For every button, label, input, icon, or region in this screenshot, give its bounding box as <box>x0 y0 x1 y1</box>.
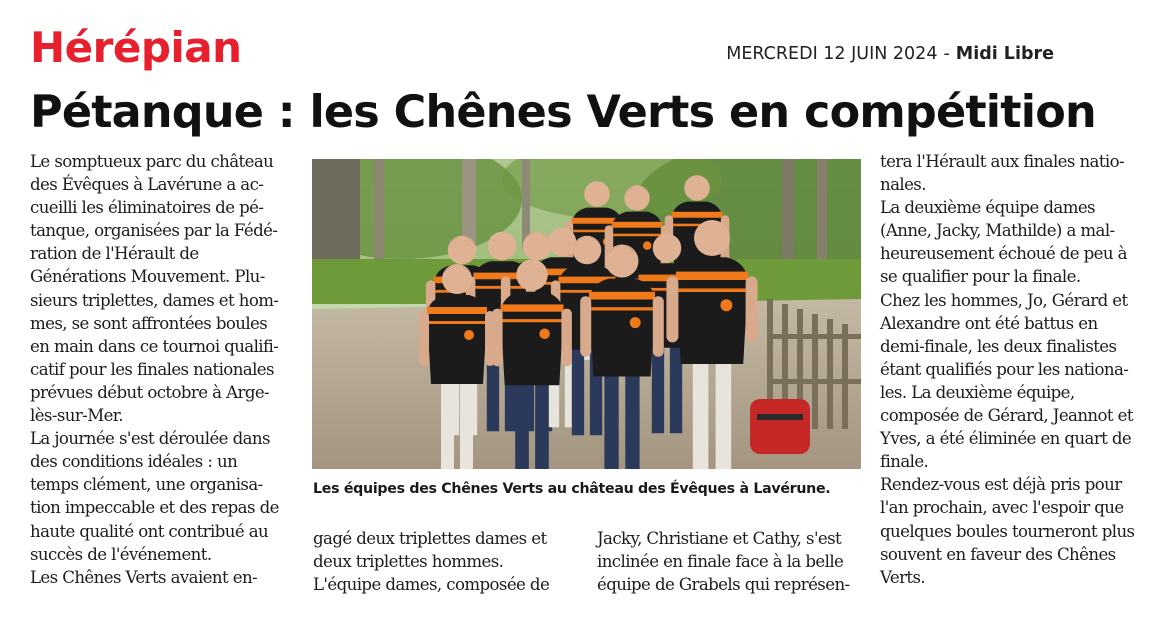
article-column-3 <box>597 527 859 596</box>
article-line: Verts. <box>880 567 926 587</box>
article-line: heureusement échoué de peu à <box>880 244 1127 264</box>
article-line: mes, se sont affrontées boules <box>30 313 268 333</box>
article-line: étant qualifiés pour les nationa- <box>880 359 1129 379</box>
article-line: sieurs triplettes, dames et hom- <box>30 290 279 310</box>
dateline <box>726 44 1054 64</box>
article-line: demi-finale, les deux finalistes <box>880 336 1117 356</box>
article-line: des Évêques à Lavérune a ac- <box>30 175 264 195</box>
article-line: deux triplettes hommes. <box>313 552 504 572</box>
newspaper-name: Midi Libre <box>955 44 1054 64</box>
article-line: Générations Mouvement. Plu- <box>30 267 265 287</box>
article-line: Les Chênes Verts avaient en- <box>30 567 258 587</box>
article-line: des conditions idéales : un <box>30 452 238 472</box>
article-line: tera l'Hérault aux finales natio- <box>880 152 1125 171</box>
article-line: Rendez-vous est déjà pris pour <box>880 475 1122 495</box>
article-line: Le somptueux parc du château <box>30 152 274 171</box>
article-line: finale. <box>880 452 929 472</box>
article-line: équipe de Grabels qui représen- <box>597 575 850 595</box>
article-line: souvent en faveur des Chênes <box>880 544 1116 564</box>
article-line: Chez les hommes, Jo, Gérard et <box>880 290 1128 310</box>
article-line: La journée s'est déroulée dans <box>30 429 270 449</box>
article-line: inclinée en finale face à la belle <box>597 552 844 572</box>
publication-date: MERCREDI 12 JUIN 2024 <box>726 44 938 64</box>
article-line: Jacky, Christiane et Cathy, s'est <box>597 529 842 548</box>
article-line: catif pour les finales nationales <box>30 359 274 379</box>
article-line: composée de Gérard, Jeannot et <box>880 406 1133 426</box>
article-line: se qualifier pour la finale. <box>880 267 1081 287</box>
article-line: en main dans ce tournoi qualifi- <box>30 336 279 356</box>
article-line: gagé deux triplettes dames et <box>313 529 547 548</box>
article-line: La deuxième équipe dames <box>880 198 1095 218</box>
article-line: ration de l'Hérault de <box>30 244 199 264</box>
photo-caption: Les équipes des Chênes Verts au château des Évêques à Lavérune. <box>313 481 831 497</box>
team-photo-illustration <box>312 159 861 469</box>
dateline-separator: - <box>943 44 950 64</box>
article-column-1 <box>30 150 292 589</box>
article-line: cueilli les éliminatoires de pé- <box>30 198 264 218</box>
article-line: quelques boules tourneront plus <box>880 521 1135 541</box>
article-headline: Pétanque : les Chênes Verts en compétition <box>30 87 1096 138</box>
article-line: tanque, organisées par la Fédé- <box>30 221 278 241</box>
article-line: Alexandre ont été battus en <box>880 313 1098 333</box>
article-line: Yves, a été éliminée en quart de <box>880 429 1132 449</box>
article-line: L'équipe dames, composée de <box>313 575 550 595</box>
article-line: tion impeccable et des repas de <box>30 498 279 518</box>
article-line: l'an prochain, avec l'espoir que <box>880 498 1124 518</box>
article-line: haute qualité ont contribué au <box>30 521 269 541</box>
article-line: temps clément, une organisa- <box>30 475 263 495</box>
article-line: (Anne, Jacky, Mathilde) a mal- <box>880 221 1115 241</box>
article-line: les. La deuxième équipe, <box>880 382 1075 402</box>
article-line: nales. <box>880 175 926 195</box>
article-photo <box>312 159 861 469</box>
article-column-4 <box>880 150 1142 589</box>
article-line: prévues début octobre à Arge- <box>30 382 270 402</box>
section-kicker: Hérépian <box>30 23 242 72</box>
article-line: succès de l'événement. <box>30 544 212 564</box>
article-line: lès-sur-Mer. <box>30 406 123 426</box>
article-column-2 <box>313 527 575 596</box>
